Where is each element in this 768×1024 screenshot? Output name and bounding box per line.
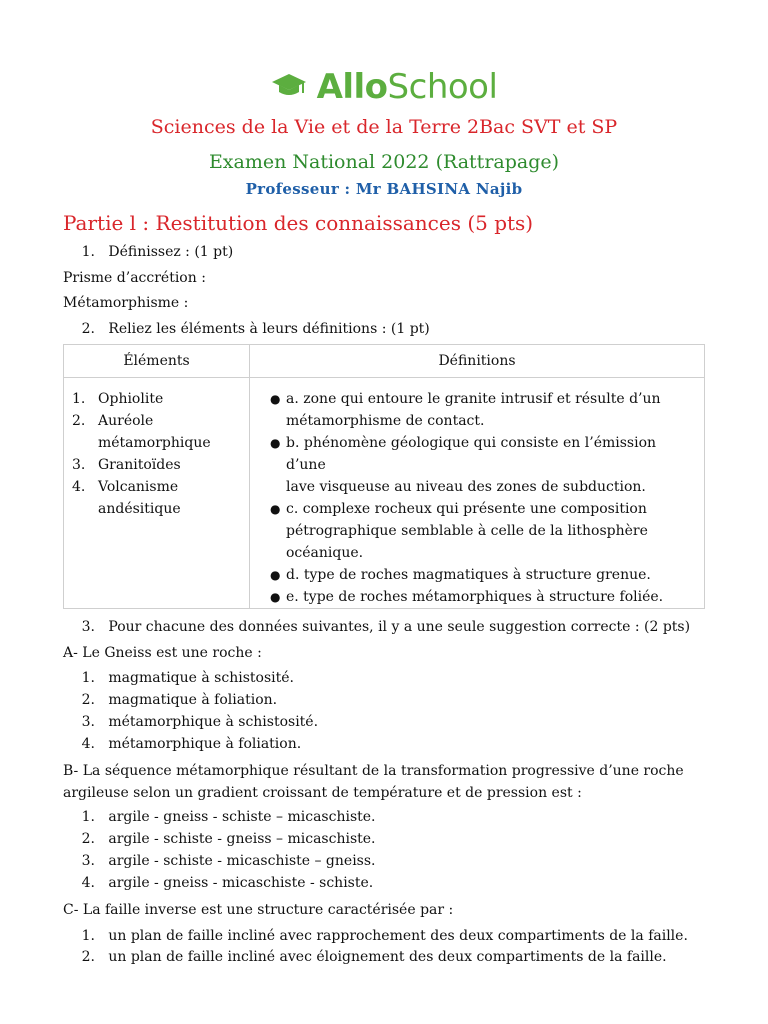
mcq-a-option-2[interactable]	[63, 690, 277, 710]
alloschool-logo[interactable]	[0, 64, 768, 110]
mcq-b-stem-line-1: B- La séquence métamorphique résultant de la transformation progressive d’une roche	[63, 763, 684, 779]
definition-line: pétrographique semblable à celle de la lithosphère	[286, 523, 648, 539]
mcq-b-option-1[interactable]	[63, 807, 376, 827]
question-3	[63, 617, 690, 637]
mcq-a-stem: A- Le Gneiss est une roche :	[63, 645, 262, 661]
option-number: 3.	[81, 714, 95, 730]
option-text: un plan de faille incliné avec rapprochement des deux compartiments de la faille.	[108, 928, 688, 944]
question-text: Pour chacune des données suivantes, il y a une seule suggestion correcte : (2 pts)	[108, 619, 691, 635]
option-text: magmatique à schistosité.	[108, 670, 294, 686]
option-number: 3.	[81, 853, 95, 869]
definition-line: océanique.	[286, 545, 364, 561]
logo-light: School	[387, 67, 498, 107]
mcq-c-stem: C- La faille inverse est une structure caractérisée par :	[63, 902, 454, 918]
exam-title: Examen National 2022 (Rattrapage)	[208, 151, 560, 173]
mcq-c-option-2[interactable]	[63, 947, 667, 967]
column-header-definitions: Définitions	[250, 345, 705, 378]
option-text: métamorphique à foliation.	[108, 736, 302, 752]
option-number: 1.	[81, 928, 95, 944]
element-number: 2.	[72, 413, 86, 429]
logo-bold: Allo	[316, 67, 388, 107]
option-text: magmatique à foliation.	[108, 692, 278, 708]
option-text: métamorphique à schistosité.	[108, 714, 319, 730]
definition-line: b. phénomène géologique qui consiste en l’émission d’une	[286, 435, 657, 473]
mcq-b-option-4[interactable]	[63, 873, 373, 893]
logo-wordmark	[317, 67, 498, 107]
element-line: métamorphique	[98, 435, 211, 451]
definition-text	[286, 564, 651, 586]
element-text	[98, 388, 163, 410]
element-line: Granitoïdes	[98, 457, 181, 473]
mcq-a-option-3[interactable]	[63, 712, 318, 732]
question-text: Définissez : (1 pt)	[108, 244, 234, 260]
bullet-icon: ●	[270, 502, 281, 516]
definition-text	[286, 498, 648, 564]
element-text	[98, 454, 181, 476]
question-2	[63, 319, 430, 339]
definition-item	[270, 586, 696, 608]
elements-cell	[64, 378, 250, 609]
mcq-c-option-1[interactable]	[63, 926, 688, 946]
bullet-icon: ●	[270, 392, 281, 406]
question-number: 2.	[81, 321, 95, 337]
element-number: 3.	[72, 457, 86, 473]
element-line: Volcanisme	[98, 479, 179, 495]
question-number: 1.	[81, 244, 95, 260]
column-header-elements: Éléments	[64, 345, 250, 378]
option-number: 4.	[81, 875, 95, 891]
definition-line: d. type de roches magmatiques à structure grenue.	[286, 567, 651, 583]
mcq-b-option-2[interactable]	[63, 829, 376, 849]
subject-title: Sciences de la Vie et de la Terre 2Bac SVT et SP	[150, 116, 618, 138]
question-text: Reliez les éléments à leurs définitions : (1 pt)	[108, 321, 430, 337]
bullet-icon: ●	[270, 568, 281, 582]
bullet-icon: ●	[270, 436, 281, 450]
element-item	[72, 454, 243, 476]
option-number: 4.	[81, 736, 95, 752]
graduation-cap-icon	[271, 72, 307, 102]
definition-item	[270, 564, 696, 586]
element-item	[72, 410, 243, 454]
mcq-a-option-4[interactable]	[63, 734, 301, 754]
definition-text	[286, 432, 696, 498]
mcq-b-option-3[interactable]	[63, 851, 376, 871]
definition-line: métamorphisme de contact.	[286, 413, 485, 429]
question-1	[63, 242, 233, 262]
definition-item	[270, 432, 696, 498]
option-number: 1.	[81, 670, 95, 686]
definition-prompt-1: Prisme d’accrétion :	[63, 270, 206, 286]
element-number: 4.	[72, 479, 86, 495]
professor-line: Professeur : Mr BAHSINA Najib	[245, 180, 523, 198]
definition-prompt-2: Métamorphisme :	[63, 295, 189, 311]
definition-line: c. complexe rocheux qui présente une composition	[286, 501, 647, 517]
mcq-b-stem-line-2: argileuse selon un gradient croissant de température et de pression est :	[63, 785, 582, 801]
option-text: argile - gneiss - schiste – micaschiste.	[108, 809, 376, 825]
element-text	[98, 476, 181, 520]
definition-text	[286, 586, 663, 608]
option-text: argile - schiste - gneiss – micaschiste.	[108, 831, 376, 847]
element-line: Auréole	[98, 413, 154, 429]
mcq-a-option-1[interactable]	[63, 668, 294, 688]
option-number: 1.	[81, 809, 95, 825]
option-text: argile - schiste - micaschiste – gneiss.	[108, 853, 376, 869]
question-number: 3.	[81, 619, 95, 635]
definition-line: lave visqueuse au niveau des zones de subduction.	[286, 479, 646, 495]
definition-item	[270, 388, 696, 432]
element-line: andésitique	[98, 501, 181, 517]
element-number: 1.	[72, 391, 86, 407]
option-number: 2.	[81, 831, 95, 847]
element-item	[72, 476, 243, 520]
bullet-icon: ●	[270, 590, 281, 604]
element-item	[72, 388, 243, 410]
option-number: 2.	[81, 692, 95, 708]
option-text: un plan de faille incliné avec éloignement des deux compartiments de la faille.	[108, 949, 667, 965]
definition-item	[270, 498, 696, 564]
definition-line: e. type de roches métamorphiques à structure foliée.	[286, 589, 664, 605]
element-text	[98, 410, 211, 454]
part1-title: Partie l : Restitution des connaissances (5 pts)	[63, 211, 534, 235]
matching-table	[63, 344, 705, 609]
option-number: 2.	[81, 949, 95, 965]
element-line: Ophiolite	[98, 391, 164, 407]
definition-text	[286, 388, 661, 432]
option-text: argile - gneiss - micaschiste - schiste.	[108, 875, 374, 891]
definition-line: a. zone qui entoure le granite intrusif et résulte d’un	[286, 391, 661, 407]
definitions-cell	[250, 378, 705, 609]
